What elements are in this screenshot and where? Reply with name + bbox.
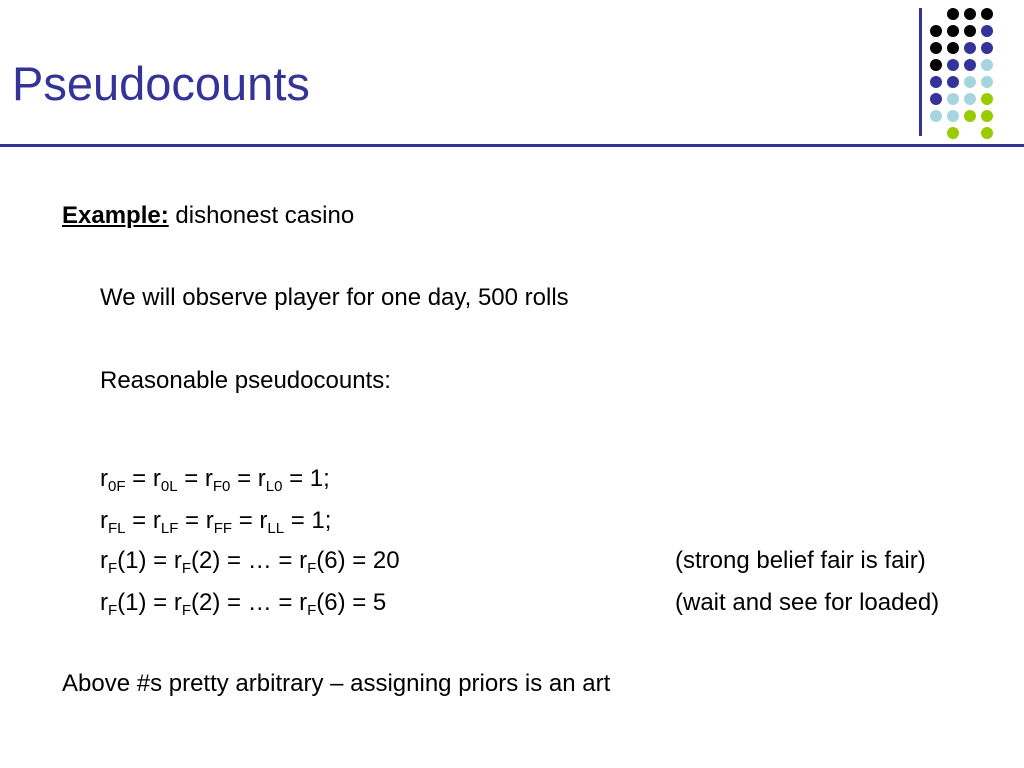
decorative-dot	[947, 8, 959, 20]
decorative-dot	[947, 110, 959, 122]
decorative-dot	[930, 76, 942, 88]
decorative-dot	[964, 59, 976, 71]
decorative-dot	[964, 8, 976, 20]
decorative-dot	[947, 42, 959, 54]
slide-title: Pseudocounts	[12, 57, 310, 110]
decorative-dot	[930, 42, 942, 54]
decorative-dot	[947, 59, 959, 71]
conclusion-line: Above #s pretty arbitrary – assigning priors is an art	[62, 670, 611, 697]
decorative-dot	[964, 42, 976, 54]
decorative-dot	[964, 25, 976, 37]
decorative-dot	[981, 25, 993, 37]
decorative-dot	[981, 110, 993, 122]
decorative-dot	[947, 76, 959, 88]
decorative-dot	[947, 127, 959, 139]
formula-loaded-emission: $r_F(1) = r_F(2)$ = … = $r_F(6) = 5$ (wait and see for loaded)	[100, 589, 940, 619]
decorative-dot	[981, 8, 993, 20]
formula-fair-emission: $r_F(1) = r_F(2)$ = … = $r_F(6) = 20$ (strong belief fair is fair)	[100, 547, 926, 577]
example-text: dishonest casino	[168, 202, 355, 229]
decorative-dot	[981, 59, 993, 71]
decorative-dot	[964, 110, 976, 122]
example-line	[62, 201, 354, 231]
formula-transition-states: $r_{FL} = r_{LF} = r_{FF} = r_{LL} = 1$;	[100, 507, 332, 537]
formula-transition-begin-end: $r_{0F} = r_{0L} = r_{F0} = r_{L0} = 1$;	[100, 465, 330, 495]
vertical-divider	[919, 8, 922, 136]
decorative-dot	[964, 76, 976, 88]
decorative-dot	[981, 76, 993, 88]
decorative-dot	[981, 93, 993, 105]
decorative-dot	[981, 42, 993, 54]
fair-note: (strong belief fair is fair)	[675, 547, 926, 574]
loaded-note: (wait and see for loaded)	[675, 589, 940, 616]
title-divider	[0, 144, 1024, 147]
decorative-dot	[930, 110, 942, 122]
decorative-dot	[947, 25, 959, 37]
observe-line: We will observe player for one day, 500 rolls	[100, 284, 569, 311]
example-label: Example:	[62, 202, 169, 229]
decorative-dot	[981, 127, 993, 139]
decorative-dot	[947, 93, 959, 105]
decorative-dot-grid	[924, 6, 1000, 138]
decorative-dot	[930, 93, 942, 105]
decorative-dot	[930, 25, 942, 37]
reasonable-line: Reasonable pseudocounts:	[100, 367, 391, 394]
decorative-dot	[930, 59, 942, 71]
decorative-dot	[964, 93, 976, 105]
